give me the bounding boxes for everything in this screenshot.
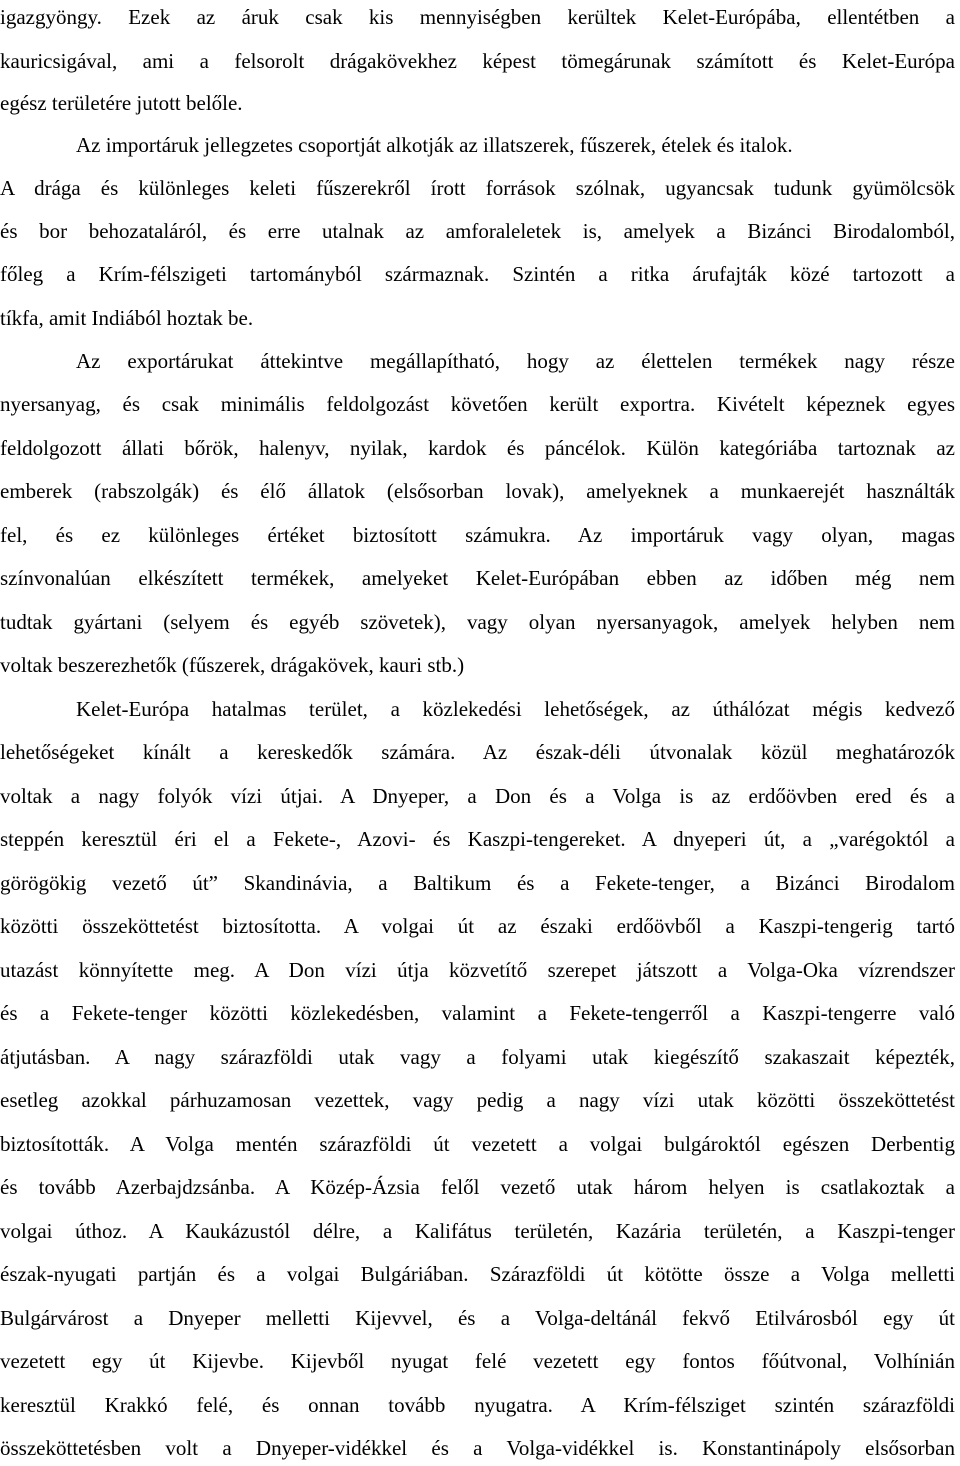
text-line: tudtak gyártani (selyem és egyéb szövetek), vagy olyan nyersanyagok, amelyek helyben nem [0,610,955,634]
text-line: A drága és különleges keleti fűszerekről írott források szólnak, ugyancsak tudunk gyümölcsök [0,176,955,200]
text-line: észak-nyugati partján és a volgai Bulgáriában. Szárazföldi út kötötte össze a Volga melletti [0,1262,955,1286]
text-line: keresztül Krakkó felé, és onnan tovább nyugatra. A Krím-félsziget szintén szárazföldi [0,1393,955,1417]
text-line: vezetett egy út Kijevbe. Kijevből nyugat felé vezetett egy fontos főútvonal, Volhínián [0,1349,955,1373]
text-line: és bor behozataláról, és erre utalnak az amforaleletek is, amelyek a Bizánci Birodalomból, [0,219,955,243]
text-line: voltak beszerezhetők (fűszerek, drágakövek, kauri stb.) [0,653,465,677]
text-line: Kelet-Európa hatalmas terület, a közlekedési lehetőségek, az úthálózat mégis kedvező [76,697,955,721]
text-line: lehetőségeket kínált a kereskedők számára. Az észak-déli útvonalak közül meghatározók [0,740,955,764]
text-line: Az importáruk jellegzetes csoportját alkotják az illatszerek, fűszerek, ételek és italok. [76,133,793,157]
text-line: átjutásban. A nagy szárazföldi utak vagy a folyami utak kiegészítő szakaszait képezték, [0,1045,955,1069]
text-line: színvonalúan elkészített termékek, amelyeket Kelet-Európában ebben az időben még nem [0,566,955,590]
text-line: közötti összeköttetést biztosította. A volgai út az északi erdőövből a Kaszpi-tengerig tartó [0,914,955,938]
text-line: nyersanyag, és csak minimális feldolgozást követően került exportra. Kivételt képeznek egyes [0,392,955,416]
text-line: Bulgárvárost a Dnyeper melletti Kijevvel, és a Volga-deltánál fekvő Etilvárosból egy út [0,1306,955,1330]
text-line: igazgyöngy. Ezek az áruk csak kis mennyiségben kerültek Kelet-Európába, ellentétben a [0,5,955,29]
text-line: steppén keresztül éri el a Fekete-, Azovi- és Kaszpi-tengereket. A dnyeperi út, a „varégoktól a [0,827,955,851]
text-line: voltak a nagy folyók vízi útjai. A Dnyeper, a Don és a Volga is az erdőövben ered és a [0,784,955,808]
text-line: és tovább Azerbajdzsánba. A Közép-Ázsia felől vezető utak három helyen is csatlakoztak a [0,1175,955,1199]
text-line: kauricsigával, ami a felsorolt drágakövekhez képest tömegárunak számított és Kelet-Európa [0,49,955,73]
text-line: biztosították. A Volga mentén szárazföldi út vezetett a volgai bulgároktól egészen Derbentig [0,1132,955,1156]
text-line: emberek (rabszolgák) és élő állatok (elsősorban lovak), amelyeknek a munkaerejét használták [0,479,955,503]
text-line: és a Fekete-tenger közötti közlekedésben, valamint a Fekete-tengerről a Kaszpi-tengerre való [0,1001,955,1025]
text-line: feldolgozott állati bőrök, halenyv, nyilak, kardok és páncélok. Külön kategóriába tartoznak az [0,436,955,460]
text-line: Az exportárukat áttekintve megállapítható, hogy az élettelen termékek nagy része [76,349,955,373]
text-line: összeköttetésben volt a Dnyeper-vidékkel és a Volga-vidékkel is. Konstantinápoly elsősorban [0,1436,955,1460]
text-line: volgai úthoz. A Kaukázustól délre, a Kalifátus területén, Kazária területén, a Kaszpi-tenger [0,1219,955,1243]
text-line: görögökig vezető út” Skandinávia, a Baltikum és a Fekete-tenger, a Bizánci Birodalom [0,871,955,895]
text-line: egész területére jutott belőle. [0,91,243,115]
text-line: esetleg azokkal párhuzamosan vezettek, vagy pedig a nagy vízi utak közötti összeköttetést [0,1088,955,1112]
text-line: utazást könnyítette meg. A Don vízi útja közvetítő szerepet játszott a Volga-Oka vízrendszer [0,958,955,982]
text-line: fel, és ez különleges értéket biztosított számukra. Az importáruk vagy olyan, magas [0,523,955,547]
text-line: tíkfa, amit Indiából hoztak be. [0,306,254,330]
text-line: főleg a Krím-félszigeti tartományból származnak. Szintén a ritka árufajták közé tartozott a [0,262,955,286]
